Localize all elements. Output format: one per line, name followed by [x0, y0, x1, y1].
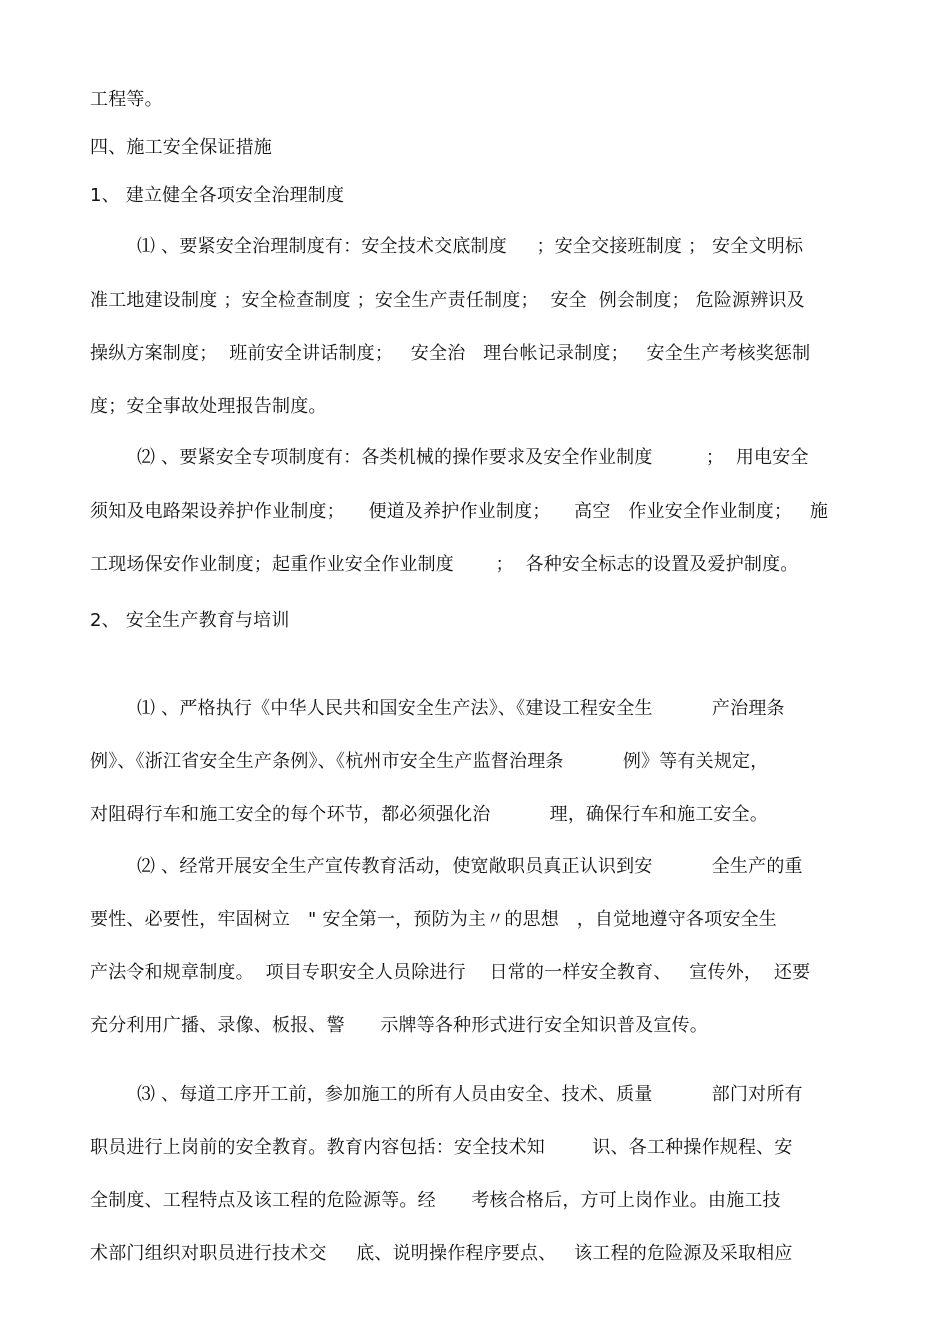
paragraph-line: 工程等。	[90, 89, 163, 110]
paragraph-line: ⑴ 、要紧安全治理制度有：安全技术交底制度 ；安全交接班制度 ； 安全文明标	[137, 236, 804, 257]
paragraph-line: 产法令和规章制度。 项目专职安全人员除进行 日常的一样安全教育、 宣传外， 还要	[90, 962, 811, 983]
paragraph-line: 全制度、工程特点及该工程的危险源等。经 考核合格后，方可上岗作业。由施工技	[90, 1190, 781, 1211]
paragraph-line: 操纵方案制度； 班前安全讲话制度； 安全治 理台帐记录制度； 安全生产考核奖惩制	[90, 343, 811, 364]
paragraph-line: 对阻碍行车和施工安全的每个环节，都必须强化治 理，确保行车和施工安全。	[90, 804, 769, 825]
paragraph-line: 度；安全事故处理报告制度。	[90, 396, 327, 417]
paragraph-line: 工现场保安作业制度；起重作业安全作业制度 ； 各种安全标志的设置及爱护制度。	[90, 554, 799, 575]
paragraph-line: ⑵ 、经常开展安全生产宣传教育活动，使宽敞职员真正认识到安 全生产的重	[137, 856, 803, 877]
paragraph-line: ⑵ 、要紧安全专项制度有：各类机械的操作要求及安全作业制度 ； 用电安全	[137, 447, 809, 468]
paragraph-line: ⑴ 、严格执行《中华人民共和国安全生产法》、《建设工程安全生 产治理条	[137, 698, 785, 719]
paragraph-line: 须知及电路架设养护作业制度； 便道及养护作业制度； 高空 作业安全作业制度； 施	[90, 501, 829, 522]
paragraph-line: 要性、必要性，牢固树立 " 安全第一，预防为主〃的思想 ，自觉地遵守各项安全生	[90, 909, 777, 930]
subsection-heading: 1、 建立健全各项安全治理制度	[90, 185, 345, 206]
paragraph-line: ⑶ 、每道工序开工前，参加施工的所有人员由安全、技术、质量 部门对所有	[137, 1084, 803, 1105]
section-heading: 四、施工安全保证措施	[90, 137, 272, 158]
paragraph-line: 职员进行上岗前的安全教育。教育内容包括：安全技术知 识、各工种操作规程、安	[90, 1137, 793, 1158]
subsection-heading: 2、 安全生产教育与培训	[90, 610, 290, 631]
paragraph-line: 充分利用广播、录像、板报、警 示牌等各种形式进行安全知识普及宣传。	[90, 1015, 708, 1036]
paragraph-line: 准工地建设制度 ；安全检查制度 ；安全生产责任制度； 安全 例会制度； 危险源辨识及	[90, 290, 805, 311]
paragraph-line: 术部门组织对职员进行技术交 底、说明操作程序要点、 该工程的危险源及采取相应	[90, 1243, 793, 1264]
paragraph-line: 例》、《浙江省安全生产条例》、《杭州市安全生产监督治理条 例》等有关规定，	[90, 751, 769, 772]
